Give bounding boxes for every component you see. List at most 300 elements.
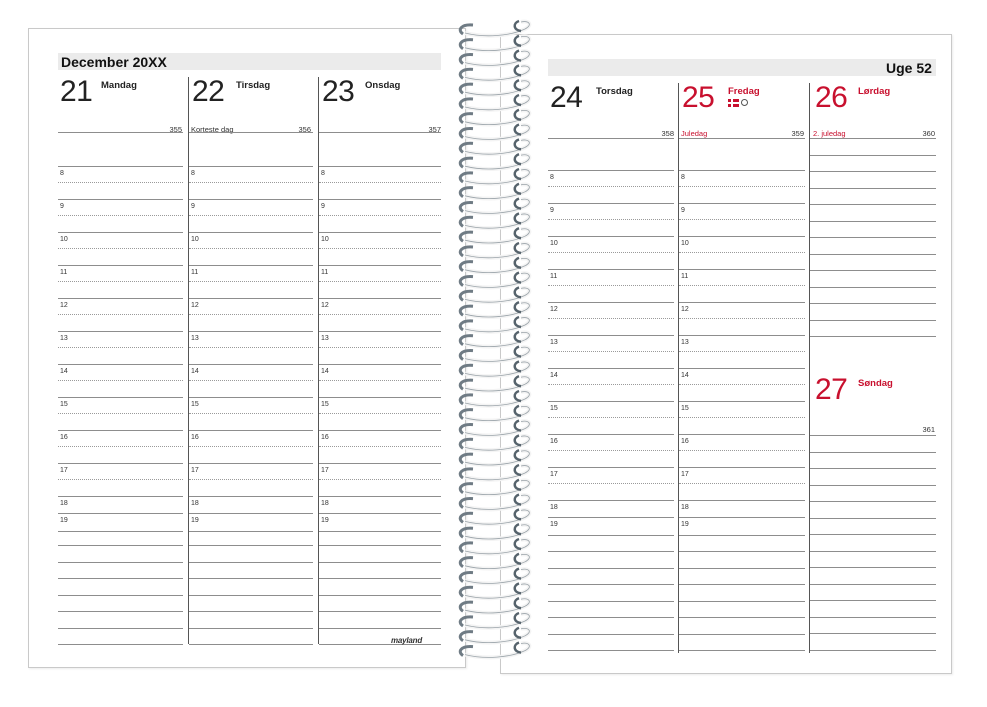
hour-label: 15 (550, 405, 558, 412)
full-moon-icon (741, 99, 748, 106)
write-line (810, 534, 936, 535)
hour-line (58, 430, 183, 431)
hour-label: 18 (60, 500, 68, 507)
hour-label: 16 (321, 434, 329, 441)
hour-line (679, 302, 805, 303)
hour-line (679, 517, 805, 518)
hour-line (58, 364, 183, 365)
hour-label: 8 (681, 174, 685, 181)
write-line (58, 611, 183, 612)
day-number-26: 26 (815, 81, 848, 114)
hour-label: 17 (681, 471, 689, 478)
spiral-ring (460, 598, 529, 613)
half-hour-line (679, 450, 805, 451)
spiral-ring (460, 125, 529, 140)
hour-label: 19 (321, 517, 329, 524)
half-hour-line (58, 182, 183, 183)
half-hour-line (319, 479, 441, 480)
day-header-line (58, 132, 183, 133)
write-line (810, 155, 936, 156)
write-line (189, 595, 313, 596)
spiral-ring (460, 302, 529, 317)
half-hour-line (679, 186, 805, 187)
hour-line (58, 397, 183, 398)
hour-label: 14 (191, 368, 199, 375)
spiral-ring (460, 361, 529, 376)
hour-label: 18 (191, 500, 199, 507)
write-line (548, 584, 674, 585)
day-header-line (548, 138, 674, 139)
hour-label: 10 (60, 236, 68, 243)
spiral-ring (460, 213, 529, 228)
hour-label: 9 (550, 207, 554, 214)
spiral-ring (460, 228, 529, 243)
hour-line (319, 232, 441, 233)
yday-24: 358 (661, 129, 674, 138)
hour-line (548, 500, 674, 501)
hour-label: 13 (550, 339, 558, 346)
write-line (810, 650, 936, 651)
yday-25: 359 (791, 129, 804, 138)
hour-label: 9 (191, 203, 195, 210)
spiral-ring (460, 169, 529, 184)
half-hour-line (548, 186, 674, 187)
hour-line (548, 335, 674, 336)
half-hour-line (189, 446, 313, 447)
hour-line (679, 170, 805, 171)
half-hour-line (189, 281, 313, 282)
half-hour-line (58, 413, 183, 414)
half-hour-line (548, 384, 674, 385)
day-name-mandag: Mandag (101, 80, 137, 91)
write-line (58, 578, 183, 579)
hour-label: 12 (60, 302, 68, 309)
yday-23: 357 (428, 125, 441, 134)
hour-line (319, 331, 441, 332)
hour-line (679, 401, 805, 402)
hour-label: 12 (191, 302, 199, 309)
write-line (810, 600, 936, 601)
half-hour-line (58, 281, 183, 282)
half-hour-line (679, 351, 805, 352)
hour-line (58, 496, 183, 497)
write-line (810, 468, 936, 469)
write-line (319, 578, 441, 579)
half-hour-line (189, 182, 313, 183)
write-line (810, 336, 936, 337)
half-hour-line (548, 450, 674, 451)
spiral-ring (460, 317, 529, 332)
spiral-ring (460, 406, 529, 421)
day-number-21: 21 (60, 75, 93, 108)
half-hour-line (58, 248, 183, 249)
hour-line (679, 335, 805, 336)
half-hour-line (679, 252, 805, 253)
spiral-ring (460, 243, 529, 258)
write-line (810, 567, 936, 568)
half-hour-line (319, 413, 441, 414)
hour-line (679, 368, 805, 369)
hour-line (189, 430, 313, 431)
week-number: Uge 52 (886, 60, 932, 76)
hour-line (548, 203, 674, 204)
hour-label: 18 (550, 504, 558, 511)
write-line (319, 611, 441, 612)
hour-line (58, 166, 183, 167)
hour-line (679, 434, 805, 435)
hour-label: 13 (60, 335, 68, 342)
hour-line (548, 401, 674, 402)
hour-label: 15 (191, 401, 199, 408)
hour-line (58, 298, 183, 299)
danish-flag-icon (728, 99, 739, 107)
spiral-ring (460, 583, 529, 598)
hour-line (58, 513, 183, 514)
spiral-ring (460, 110, 529, 125)
write-line (810, 518, 936, 519)
half-hour-line (189, 380, 313, 381)
hour-line (319, 166, 441, 167)
half-hour-line (189, 314, 313, 315)
hour-label: 9 (321, 203, 325, 210)
write-line (679, 584, 805, 585)
write-line (810, 551, 936, 552)
brand-logo: mayland (391, 636, 423, 645)
spiral-ring (460, 273, 529, 288)
hour-label: 9 (681, 207, 685, 214)
spiral-ring (460, 65, 529, 80)
spiral-ring (460, 539, 529, 554)
hour-line (189, 496, 313, 497)
write-line (810, 237, 936, 238)
hour-label: 17 (550, 471, 558, 478)
hour-line (189, 364, 313, 365)
hour-label: 15 (321, 401, 329, 408)
spiral-ring (460, 154, 529, 169)
write-line (548, 601, 674, 602)
half-hour-line (319, 380, 441, 381)
hour-label: 9 (60, 203, 64, 210)
half-hour-line (189, 413, 313, 414)
month-title: December 20XX (61, 54, 167, 70)
right-page (500, 34, 952, 674)
hour-label: 13 (321, 335, 329, 342)
hour-line (679, 535, 805, 536)
hour-line (58, 265, 183, 266)
day-number-24: 24 (550, 81, 583, 114)
hour-label: 15 (681, 405, 689, 412)
spiral-ring (460, 184, 529, 199)
hour-label: 14 (60, 368, 68, 375)
hour-line (548, 368, 674, 369)
hour-label: 12 (321, 302, 329, 309)
hour-label: 12 (550, 306, 558, 313)
hour-line (548, 535, 674, 536)
day-name-tirsdag: Tirsdag (236, 80, 271, 91)
write-line (679, 568, 805, 569)
note-2-juledag: 2. juledag (813, 129, 846, 138)
hour-line (679, 236, 805, 237)
yday-27: 361 (922, 425, 935, 434)
hour-label: 16 (60, 434, 68, 441)
spiral-ring (460, 524, 529, 539)
hour-line (189, 331, 313, 332)
write-line (679, 634, 805, 635)
spiral-ring (460, 95, 529, 110)
hour-label: 13 (191, 335, 199, 342)
hour-line (58, 331, 183, 332)
note-korteste-dag: Korteste dag (191, 125, 234, 134)
spiral-ring (460, 465, 529, 480)
hour-label: 8 (191, 170, 195, 177)
hour-label: 18 (321, 500, 329, 507)
hour-line (319, 513, 441, 514)
half-hour-line (58, 215, 183, 216)
hour-line (319, 463, 441, 464)
hour-label: 15 (60, 401, 68, 408)
hour-line (189, 397, 313, 398)
half-hour-line (58, 314, 183, 315)
spiral-ring (460, 391, 529, 406)
hour-label: 12 (681, 306, 689, 313)
hour-label: 11 (550, 273, 558, 280)
hour-line (319, 364, 441, 365)
hour-line (189, 166, 313, 167)
half-hour-line (319, 446, 441, 447)
write-line (810, 204, 936, 205)
spiral-ring (460, 80, 529, 95)
hour-line (679, 269, 805, 270)
spiral-ring (460, 643, 529, 658)
write-line (58, 545, 183, 546)
write-line (189, 628, 313, 629)
spiral-ring (460, 628, 529, 643)
hour-line (679, 203, 805, 204)
spiral-ring (460, 139, 529, 154)
hour-label: 11 (321, 269, 329, 276)
hour-line (189, 463, 313, 464)
hour-line (58, 232, 183, 233)
column-divider (318, 77, 319, 644)
write-line (58, 628, 183, 629)
day-number-25: 25 (682, 81, 715, 114)
half-hour-line (679, 417, 805, 418)
half-hour-line (548, 219, 674, 220)
half-hour-line (58, 446, 183, 447)
hour-label: 14 (681, 372, 689, 379)
day-name-lordag: Lørdag (858, 86, 891, 97)
hour-line (319, 496, 441, 497)
half-hour-line (548, 285, 674, 286)
write-line (189, 562, 313, 563)
spiral-ring (460, 51, 529, 66)
half-hour-line (548, 318, 674, 319)
spiral-binding (455, 18, 540, 668)
spiral-ring (460, 509, 529, 524)
spiral-ring (460, 435, 529, 450)
write-line (319, 562, 441, 563)
day-number-27: 27 (815, 373, 848, 406)
write-line (810, 452, 936, 453)
write-line (319, 595, 441, 596)
write-line (810, 188, 936, 189)
hour-line (548, 302, 674, 303)
spiral-ring (460, 495, 529, 510)
half-hour-line (58, 380, 183, 381)
day-number-23: 23 (322, 75, 355, 108)
write-line (319, 545, 441, 546)
write-line (189, 644, 313, 645)
hour-label: 19 (191, 517, 199, 524)
write-line (810, 584, 936, 585)
hour-label: 13 (681, 339, 689, 346)
half-hour-line (319, 248, 441, 249)
hour-line (548, 170, 674, 171)
half-hour-line (548, 351, 674, 352)
spiral-ring (460, 450, 529, 465)
hour-line (548, 434, 674, 435)
hour-line (679, 500, 805, 501)
yday-21: 355 (169, 125, 182, 134)
hour-label: 19 (60, 517, 68, 524)
half-hour-line (548, 483, 674, 484)
half-hour-line (679, 483, 805, 484)
day-name-torsdag: Torsdag (596, 86, 633, 97)
half-hour-line (679, 285, 805, 286)
hour-line (189, 199, 313, 200)
half-hour-line (679, 384, 805, 385)
spiral-ring (460, 332, 529, 347)
column-divider (188, 77, 189, 644)
write-line (810, 633, 936, 634)
write-line (810, 287, 936, 288)
hour-label: 14 (321, 368, 329, 375)
half-hour-line (319, 215, 441, 216)
spiral-ring (460, 613, 529, 628)
spiral-ring (460, 421, 529, 436)
hour-label: 8 (60, 170, 64, 177)
hour-label: 10 (681, 240, 689, 247)
write-line (548, 551, 674, 552)
hour-line (548, 236, 674, 237)
day-header-line (810, 138, 936, 139)
hour-line (319, 430, 441, 431)
left-page (28, 28, 466, 668)
hour-line (319, 265, 441, 266)
hour-label: 19 (550, 521, 558, 528)
hour-label: 8 (321, 170, 325, 177)
hour-label: 16 (191, 434, 199, 441)
day-name-sondag: Søndag (858, 378, 893, 389)
spiral-ring (460, 21, 529, 36)
day-name-onsdag: Onsdag (365, 80, 401, 91)
spiral-ring (460, 376, 529, 391)
hour-label: 14 (550, 372, 558, 379)
write-line (679, 617, 805, 618)
week-header-band (548, 59, 936, 76)
hour-line (58, 463, 183, 464)
day-number-22: 22 (192, 75, 225, 108)
hour-label: 11 (191, 269, 199, 276)
hour-label: 17 (60, 467, 68, 474)
write-line (58, 644, 183, 645)
yday-26: 360 (922, 129, 935, 138)
write-line (810, 501, 936, 502)
hour-label: 10 (550, 240, 558, 247)
hour-line (189, 513, 313, 514)
spiral-ring (460, 347, 529, 362)
hour-line (319, 199, 441, 200)
hour-label: 11 (681, 273, 689, 280)
hour-label: 16 (550, 438, 558, 445)
hour-line (679, 467, 805, 468)
half-hour-line (319, 314, 441, 315)
write-line (810, 303, 936, 304)
yday-22: 356 (298, 125, 311, 134)
half-hour-line (189, 479, 313, 480)
day-header-line (810, 435, 936, 436)
write-line (810, 485, 936, 486)
write-line (319, 644, 441, 645)
write-line (548, 650, 674, 651)
write-line (810, 617, 936, 618)
write-line (189, 611, 313, 612)
hour-line (319, 531, 441, 532)
hour-label: 18 (681, 504, 689, 511)
day-header-line (319, 132, 441, 133)
hour-line (189, 265, 313, 266)
spiral-ring (460, 258, 529, 273)
write-line (810, 171, 936, 172)
hour-line (58, 199, 183, 200)
hour-line (548, 517, 674, 518)
write-line (58, 562, 183, 563)
hour-line (319, 298, 441, 299)
write-line (548, 634, 674, 635)
write-line (679, 601, 805, 602)
spiral-ring (460, 287, 529, 302)
write-line (548, 617, 674, 618)
half-hour-line (319, 182, 441, 183)
spiral-ring (460, 480, 529, 495)
hour-line (548, 269, 674, 270)
spiral-ring (460, 36, 529, 51)
note-juledag: Juledag (681, 129, 708, 138)
hour-label: 16 (681, 438, 689, 445)
hour-label: 8 (550, 174, 554, 181)
hour-label: 17 (191, 467, 199, 474)
write-line (319, 628, 441, 629)
hour-line (189, 298, 313, 299)
half-hour-line (58, 479, 183, 480)
hour-line (319, 397, 441, 398)
half-hour-line (679, 318, 805, 319)
half-hour-line (189, 248, 313, 249)
write-line (548, 568, 674, 569)
half-hour-line (319, 347, 441, 348)
hour-line (189, 232, 313, 233)
half-hour-line (58, 347, 183, 348)
write-line (679, 650, 805, 651)
half-hour-line (319, 281, 441, 282)
hour-label: 11 (60, 269, 68, 276)
day-header-line (679, 138, 805, 139)
half-hour-line (189, 215, 313, 216)
write-line (679, 551, 805, 552)
half-hour-line (548, 417, 674, 418)
write-line (58, 595, 183, 596)
hour-label: 10 (191, 236, 199, 243)
